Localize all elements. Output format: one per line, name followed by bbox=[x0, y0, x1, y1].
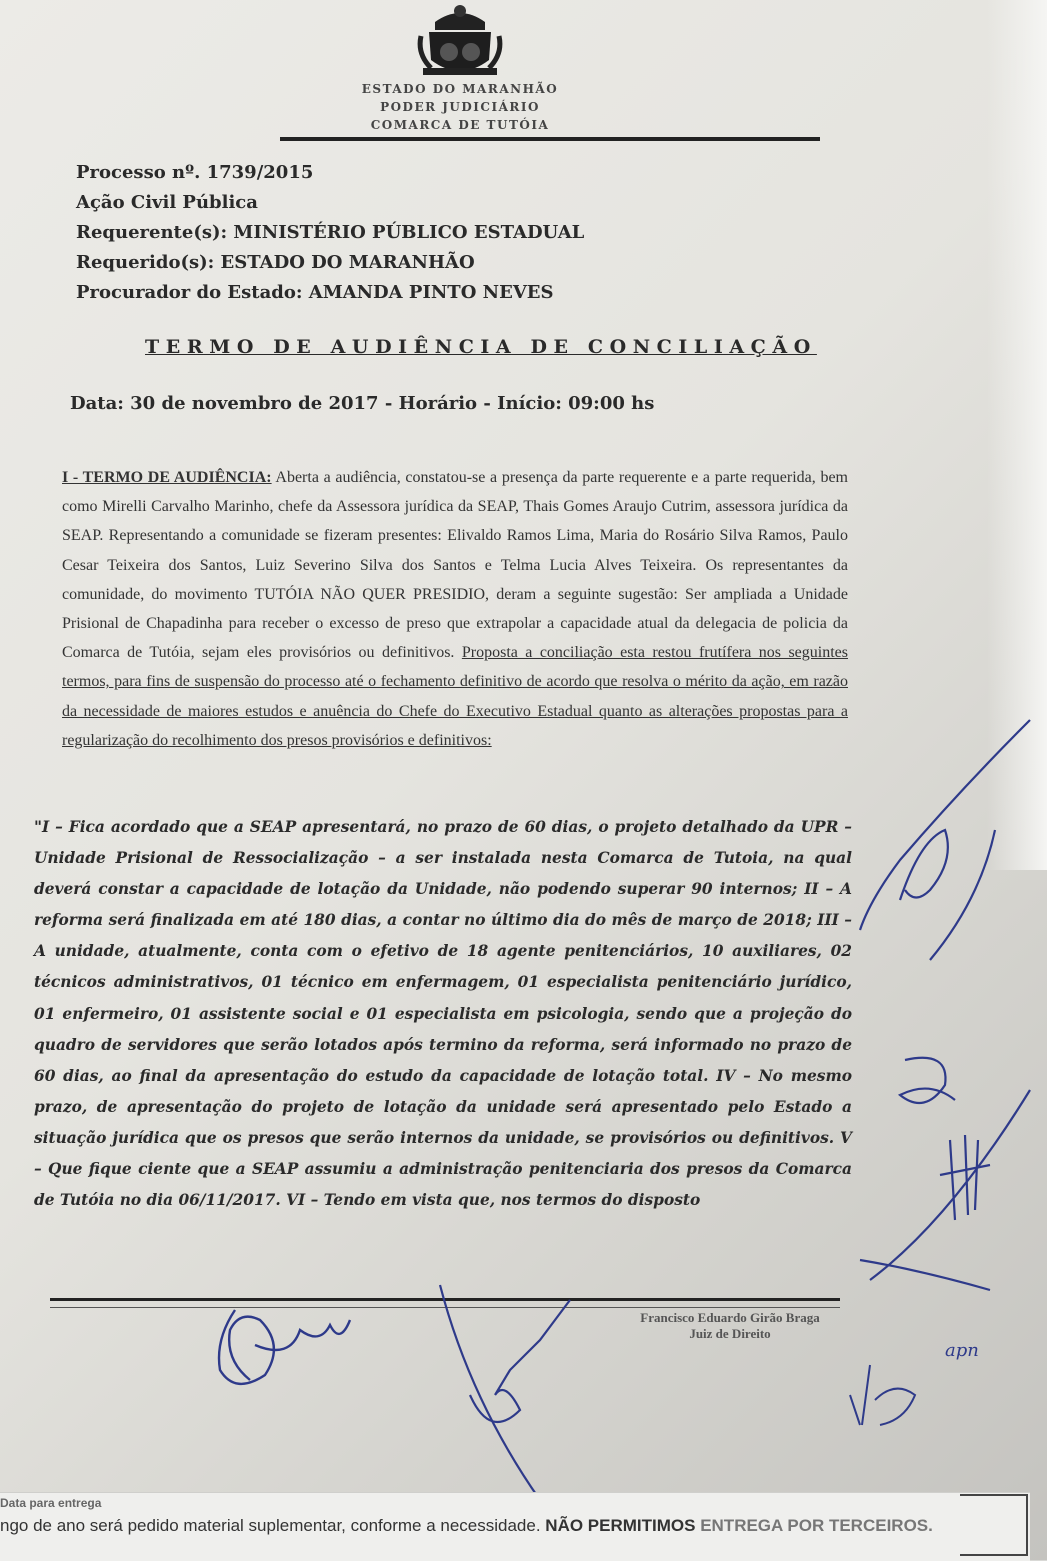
defendant: Requerido(s): ESTADO DO MARANHÃO bbox=[76, 252, 475, 273]
underlying-text-normal: ngo de ano será pedido material suplementar, conforme a necessidade. bbox=[0, 1516, 546, 1535]
underlying-text-bold: NÃO PERMITIMOS bbox=[545, 1516, 696, 1535]
judge-name: Francisco Eduardo Girão Braga bbox=[640, 1310, 820, 1325]
agreement-intro: Proposta a conciliação esta restou frutífera nos seguintes termos, para fins de suspensão do processo até o fechamento definitivo de acordo que resolva o mérito da ação, em razão da necessidade de maiores estudos e anuência do Chefe do Executivo Estadual quanto as alterações propostas para a regularização do recolhimento dos presos provisórios e definitivos: bbox=[62, 644, 848, 749]
initials-apn: apn bbox=[945, 1340, 979, 1361]
signature-right bbox=[850, 1365, 915, 1425]
hearing-date: Data: 30 de novembro de 2017 - Horário - Início: 09:00 hs bbox=[70, 393, 655, 414]
case-number: Processo nº. 1739/2015 bbox=[76, 162, 314, 183]
plaintiff: Requerente(s): MINISTÉRIO PÚBLICO ESTADUAL bbox=[76, 222, 585, 243]
document-title: TERMO DE AUDIÊNCIA DE CONCILIAÇÃO bbox=[145, 336, 817, 358]
signature-center bbox=[440, 1285, 570, 1500]
case-type: Ação Civil Pública bbox=[76, 192, 258, 213]
agreement-terms: "I – Fica acordado que a SEAP apresentará, no prazo de 60 dias, o projeto detalhado da UPR – Unidade Prisional de Ressocialização – a ser instalada nesta Comarca de Tutoia, na qual deverá constar a capacidade de lotação da Unidade, não podendo superar 90 internos; II – A reforma será finalizada em até 180 dias, a contar no último dia do mês de março de 2018; III – A unidade, atualmente, conta com o efetivo de 18 agente penitenciários, 10 auxiliares, 02 técnicos administrativos, 01 técnico em enfermagem, 01 especialista penitenciário jurídico, 01 enfermeiro, 01 assistente social e 01 especialista em psicologia, sendo que a projeção do quadro de servidores que serão lotados após termino da reforma, será informado no prazo de 60 dias, ao final da apresentação do estudo da capacidade de lotação total. IV – No mesmo prazo, de apresentação do projeto de lotação da unidade será apresentado pelo Estado a situação jurídica que os presos que serão internos da unidade, se provisórios ou definitivos. V – Que fique ciente que a SEAP assumiu a administração penitenciaria dos presos da Comarca de Tutóia no dia 06/11/2017. VI – Tendo em vista que, nos termos do disposto bbox=[34, 818, 852, 1210]
section-heading: I - TERMO DE AUDIÊNCIA: bbox=[62, 469, 272, 486]
header-state: ESTADO DO MARANHÃO bbox=[361, 82, 559, 96]
margin-signature-1 bbox=[860, 720, 1030, 960]
body-text: Aberta a audiência, constatou-se a presença da parte requerente e a parte requerida, bem como Mirelli Carvalho Marinho, chefe da Assessora jurídica da SEAP, Thais Gomes Araujo Cutrim, assessora jurídica da SEAP. Representando a comunidade se fizeram presentes: Elivaldo Ramos Lima, Maria do Rosário Silva Ramos, Paulo Cesar Teixeira dos Santos, Luiz Severino Silva dos Santos e Telma Lucia Alves Teixeira. Os representantes da comunidade, do movimento TUTÓIA NÃO QUER PRESIDIO, deram a seguinte sugestão: Ser ampliada a Unidade Prisional de Chapadinha para receber o excesso de preso que extrapolar a capacidade atual da delegacia de policia da Comarca de Tutóia, sejam eles provisórios ou definitivos. bbox=[62, 469, 848, 662]
judge-role: Juiz de Direito bbox=[689, 1326, 771, 1341]
underlying-page-text bbox=[0, 1516, 933, 1536]
underlying-page-box bbox=[960, 1494, 1028, 1556]
margin-signature-2 bbox=[860, 1058, 1030, 1290]
underlying-text-bold-tail: ENTREGA POR TERCEIROS. bbox=[695, 1516, 933, 1535]
header-power: PODER JUDICIÁRIO bbox=[380, 100, 540, 114]
header-comarca: COMARCA DE TUTÓIA bbox=[370, 118, 550, 132]
state-attorney: Procurador do Estado: AMANDA PINTO NEVES bbox=[76, 282, 554, 303]
signature-left bbox=[219, 1310, 350, 1384]
underlying-page-cut-text: Data para entrega bbox=[0, 1496, 102, 1510]
